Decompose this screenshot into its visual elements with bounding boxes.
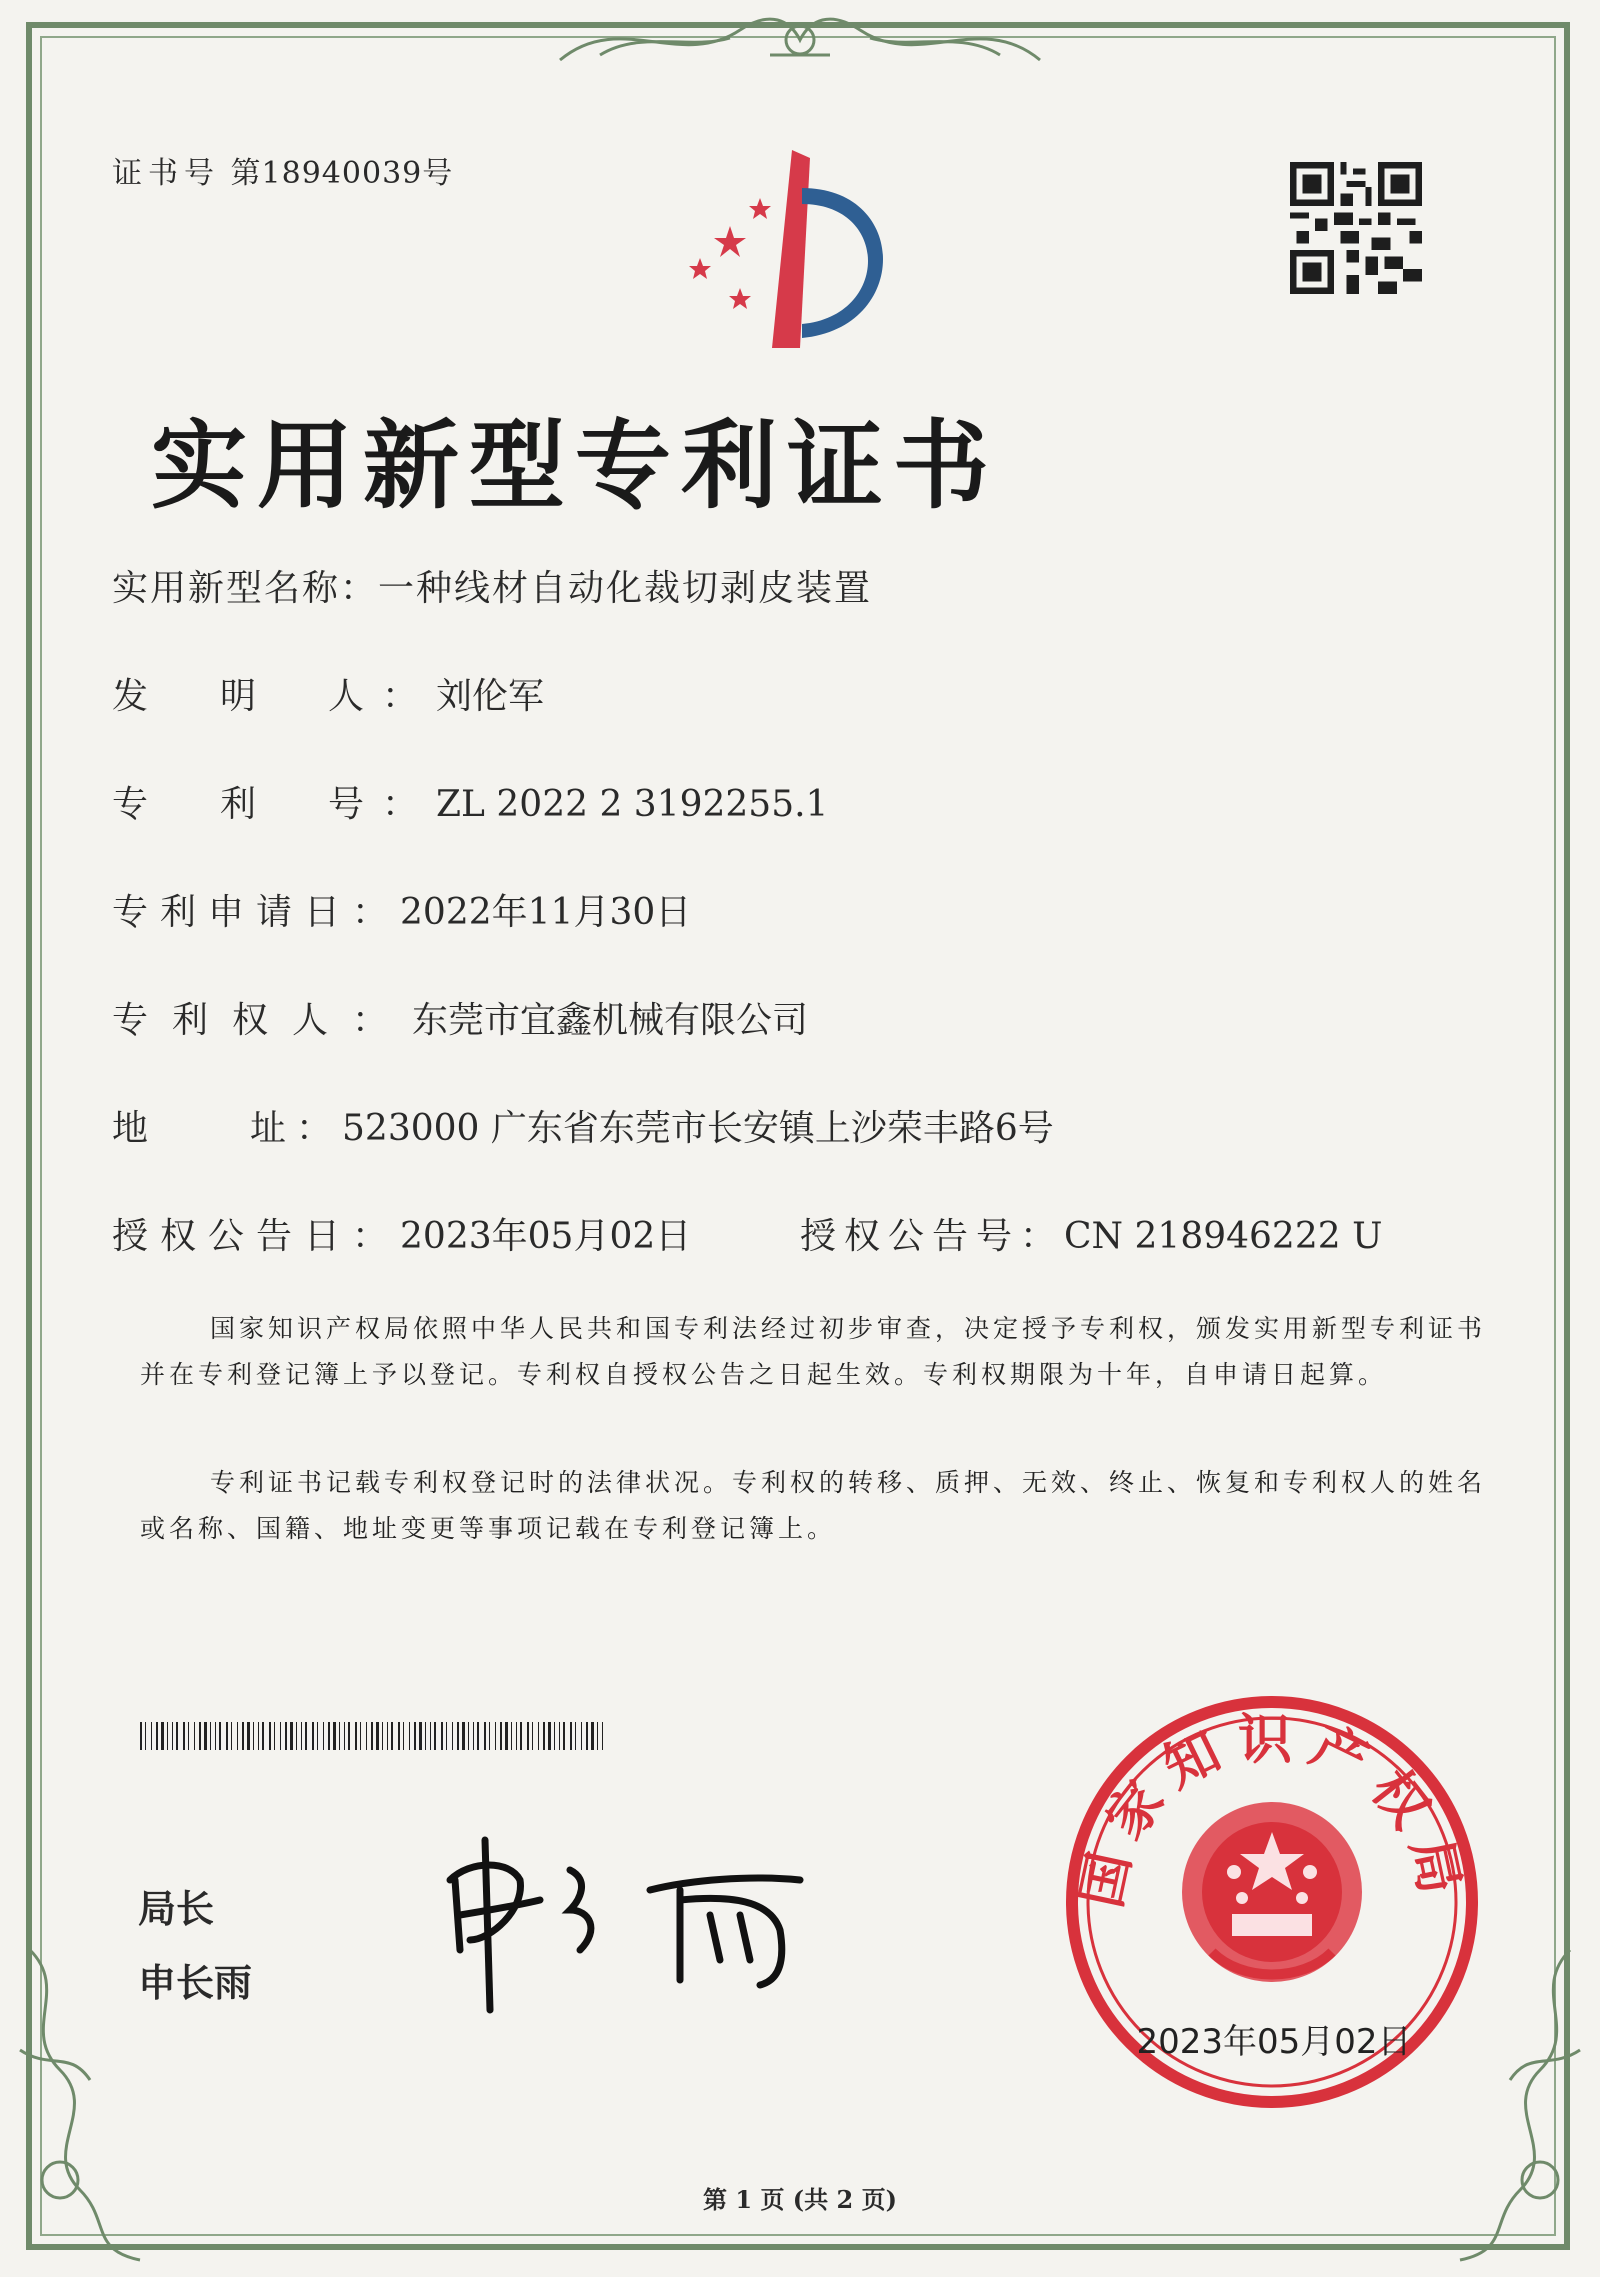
field-grant-number: [800, 1208, 1382, 1259]
field-grant-date: [112, 1208, 691, 1259]
certificate-title: 实用新型专利证书: [151, 410, 999, 522]
certificate-number: [112, 148, 453, 192]
cnipa-logo-icon: [660, 148, 940, 358]
page-number: 第 1 页 (共 2 页): [703, 2185, 897, 2214]
field-inventor: [112, 668, 544, 719]
field-patentee: [112, 992, 808, 1043]
notice-paragraph-1: 国家知识产权局依照中华人民共和国专利法经过初步审查，决定授予专利权，颁发实用新型专利证书并在专利登记簿上予以登记。专利权自授权公告之日起生效。专利权期限为十年，自申请日起算。: [140, 1314, 1487, 1389]
field-value: CN 218946222 U: [1064, 1216, 1383, 1257]
field-patent-number: [112, 776, 828, 827]
qr-code-icon: [1290, 162, 1422, 294]
field-label: 专 利 号：: [112, 784, 437, 825]
field-label: 实用新型名称：: [112, 568, 379, 609]
certificate-number-label: 证书号: [112, 156, 220, 191]
top-ornament-icon: [540, 0, 1060, 80]
field-value: 2023年05月02日: [400, 1216, 692, 1257]
notice-paragraph-2: 专利证书记载专利权登记时的法律状况。专利权的转移、质押、无效、终止、恢复和专利权人的姓名或名称、国籍、地址变更等事项记载在专利登记簿上。: [140, 1468, 1487, 1543]
seal-date: 2023年05月02日: [1136, 2022, 1412, 2062]
field-value: 523000 广东省东莞市长安镇上沙荣丰路6号: [342, 1108, 1054, 1149]
field-value: 一种线材自动化裁切剥皮装置: [378, 568, 873, 609]
certificate-number-value: 第18940039号: [230, 156, 454, 191]
field-address: [112, 1100, 1054, 1151]
field-label: 发 明 人：: [112, 676, 437, 717]
seal-text: 国家知识产权局: [1069, 1708, 1475, 1913]
national-emblem-icon: [1182, 1802, 1362, 1982]
field-value: 刘伦军: [436, 676, 545, 717]
field-application-date: [112, 884, 691, 935]
director-name: 申长雨: [138, 1961, 253, 2005]
director-title: 局长: [138, 1887, 215, 1931]
field-utility-model-name: [112, 560, 872, 611]
field-value: 东莞市宜鑫机械有限公司: [412, 1000, 809, 1041]
barcode-icon: [140, 1722, 610, 1750]
field-label: 专利权人：: [112, 1000, 413, 1041]
field-label: 授权公告号：: [800, 1216, 1065, 1257]
field-value: ZL 2022 2 3192255.1: [436, 784, 829, 825]
field-label: 授权公告日：: [112, 1216, 401, 1257]
signature-icon: [430, 1820, 830, 2020]
field-label: 地 址：: [112, 1108, 343, 1149]
field-value: 2022年11月30日: [400, 892, 692, 933]
field-label: 专利申请日：: [112, 892, 401, 933]
bottom-left-ornament-icon: [0, 1930, 160, 2277]
